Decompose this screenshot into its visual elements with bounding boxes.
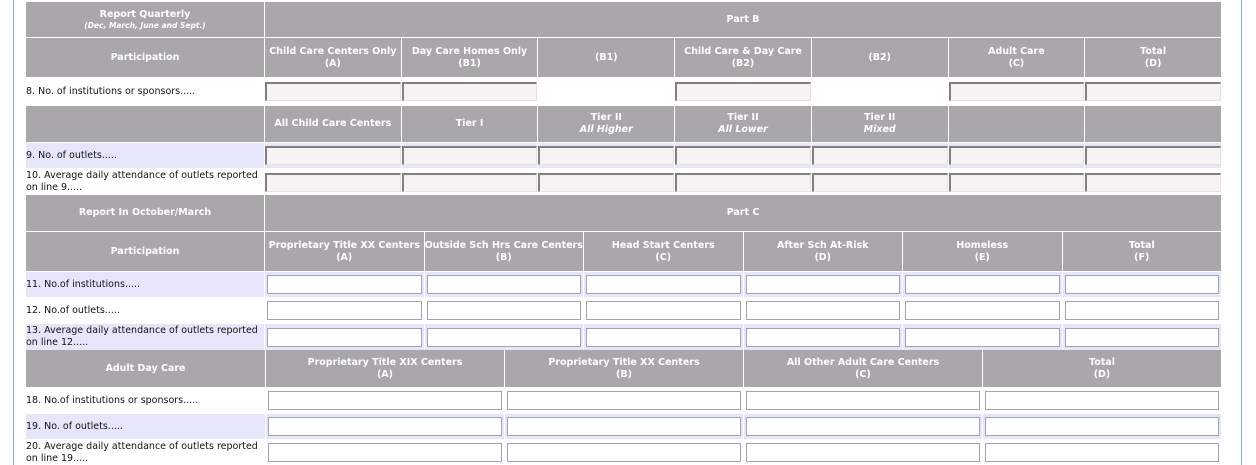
row-label: 10. Average daily attendance of outlets reported on line 9..... bbox=[26, 169, 264, 195]
number-input[interactable] bbox=[268, 391, 502, 410]
input-cell bbox=[265, 143, 401, 168]
number-input[interactable] bbox=[1085, 82, 1221, 101]
participation-header-text: Participation bbox=[110, 51, 180, 63]
input-cell bbox=[675, 78, 811, 105]
number-input[interactable] bbox=[746, 417, 980, 436]
row-label: 9. No. of outlets..... bbox=[26, 143, 264, 168]
number-input[interactable] bbox=[746, 275, 901, 294]
input-cell bbox=[266, 440, 504, 465]
input-cell bbox=[265, 169, 401, 195]
number-input[interactable] bbox=[746, 328, 901, 347]
number-input[interactable] bbox=[427, 275, 582, 294]
input-cell bbox=[584, 272, 743, 297]
adult-day-care-header bbox=[26, 350, 265, 387]
part-c-table bbox=[26, 195, 1221, 350]
input-cell bbox=[425, 324, 584, 350]
input-cell bbox=[425, 298, 584, 323]
input-cell bbox=[812, 169, 948, 195]
column-header bbox=[675, 38, 811, 77]
column-header-text: Total bbox=[1140, 45, 1167, 57]
input-cell bbox=[425, 272, 584, 297]
column-header bbox=[538, 38, 674, 77]
number-input[interactable] bbox=[1065, 301, 1220, 320]
tier-header bbox=[949, 106, 1085, 142]
number-input[interactable] bbox=[427, 328, 582, 347]
number-input[interactable] bbox=[586, 275, 741, 294]
row-label: 13. Average daily attendance of outlets reported on line 12..... bbox=[26, 324, 264, 350]
column-header bbox=[402, 38, 538, 77]
column-header-text: (D) bbox=[1093, 368, 1111, 380]
number-input[interactable] bbox=[675, 146, 811, 165]
number-input[interactable] bbox=[1065, 275, 1220, 294]
input-cell bbox=[266, 388, 504, 413]
number-input[interactable] bbox=[985, 443, 1219, 462]
column-header-text: (A) bbox=[376, 368, 394, 380]
input-cell bbox=[505, 388, 743, 413]
input-cell bbox=[265, 324, 424, 350]
column-header-text: Day Care Homes Only bbox=[411, 45, 528, 57]
input-cell bbox=[505, 440, 743, 465]
column-header bbox=[266, 350, 504, 387]
input-cell bbox=[538, 78, 674, 105]
number-input[interactable] bbox=[402, 173, 538, 192]
tier-header-text: Tier I bbox=[455, 118, 484, 129]
number-input[interactable] bbox=[267, 301, 422, 320]
column-header bbox=[812, 38, 948, 77]
input-cell bbox=[1063, 324, 1222, 350]
input-cell bbox=[744, 388, 982, 413]
part-c-header bbox=[265, 195, 1221, 231]
column-header-text: Total bbox=[1128, 239, 1155, 251]
input-cell bbox=[675, 143, 811, 168]
tier-header-text: Tier II bbox=[727, 112, 759, 123]
report-quarterly-header-text: (Dec, March, June and Sept.) bbox=[84, 20, 206, 30]
row-label: 11. No.of institutions..... bbox=[26, 272, 264, 297]
column-header-text: Proprietary Title XIX Centers bbox=[307, 356, 463, 368]
column-header bbox=[265, 232, 424, 271]
tier-header bbox=[1085, 106, 1221, 142]
column-header-text: (B) bbox=[616, 368, 632, 380]
number-input[interactable] bbox=[1065, 328, 1220, 347]
row-label: 19. No. of outlets..... bbox=[26, 414, 265, 439]
number-input[interactable] bbox=[1085, 173, 1221, 192]
column-header bbox=[265, 38, 401, 77]
input-cell bbox=[744, 440, 982, 465]
column-header-text: Outside Sch Hrs Care Centers bbox=[424, 239, 583, 251]
participation-header-text: Participation bbox=[110, 245, 180, 257]
column-header-text: (C) bbox=[855, 368, 871, 380]
column-header-text: After Sch At-Risk bbox=[777, 239, 869, 251]
input-cell bbox=[983, 388, 1221, 413]
page-border-right bbox=[1241, 0, 1242, 465]
part-b-table bbox=[26, 2, 1221, 195]
input-cell bbox=[1063, 272, 1222, 297]
input-cell bbox=[983, 440, 1221, 465]
column-header-text: (D) bbox=[814, 251, 832, 263]
column-header-text: (B) bbox=[495, 251, 512, 263]
tier-header-text: Tier II bbox=[864, 112, 896, 123]
column-header-text: Adult Care bbox=[988, 45, 1045, 57]
input-cell bbox=[744, 272, 903, 297]
input-cell bbox=[505, 414, 743, 439]
column-header-text: (D) bbox=[1144, 57, 1162, 69]
page-border-left bbox=[13, 0, 14, 465]
input-cell bbox=[812, 78, 948, 105]
column-header-text: (B1) bbox=[595, 51, 618, 63]
column-header-text: Proprietary Title XX Centers bbox=[268, 239, 420, 251]
number-input[interactable] bbox=[538, 146, 674, 165]
tier-header-text: All Lower bbox=[718, 124, 768, 135]
number-input[interactable] bbox=[538, 173, 674, 192]
input-cell bbox=[983, 414, 1221, 439]
number-input[interactable] bbox=[265, 82, 401, 101]
input-cell bbox=[584, 298, 743, 323]
number-input[interactable] bbox=[267, 275, 422, 294]
tier-header bbox=[265, 106, 401, 142]
tier-header bbox=[538, 106, 674, 142]
number-input[interactable] bbox=[268, 443, 502, 462]
column-header bbox=[744, 232, 903, 271]
part-b-header bbox=[265, 2, 1221, 37]
part-b-header-text: Part B bbox=[726, 13, 760, 25]
input-cell bbox=[1085, 169, 1221, 195]
column-header-text: (F) bbox=[1134, 251, 1150, 263]
column-header bbox=[425, 232, 584, 271]
column-header bbox=[505, 350, 743, 387]
column-header-text: (B2) bbox=[731, 57, 755, 69]
report-oct-march-header bbox=[26, 195, 264, 231]
number-input[interactable] bbox=[746, 443, 980, 462]
input-cell bbox=[584, 324, 743, 350]
number-input[interactable] bbox=[265, 146, 401, 165]
input-cell bbox=[402, 169, 538, 195]
column-header-text: (E) bbox=[974, 251, 990, 263]
input-cell bbox=[903, 324, 1062, 350]
input-cell bbox=[744, 324, 903, 350]
column-header-text: Homeless bbox=[956, 239, 1009, 251]
input-cell bbox=[265, 78, 401, 105]
participation-header bbox=[26, 38, 264, 77]
column-header-text: (C) bbox=[655, 251, 672, 263]
column-header-text: All Other Adult Care Centers bbox=[786, 356, 940, 368]
number-input[interactable] bbox=[268, 417, 502, 436]
input-cell bbox=[538, 169, 674, 195]
tier-header-text: All Child Care Centers bbox=[274, 118, 392, 129]
column-header bbox=[1085, 38, 1221, 77]
number-input[interactable] bbox=[507, 417, 741, 436]
column-header-text: (C) bbox=[1008, 57, 1025, 69]
number-input[interactable] bbox=[812, 146, 948, 165]
input-cell bbox=[538, 143, 674, 168]
tier-header bbox=[402, 106, 538, 142]
column-header-text: (A) bbox=[336, 251, 353, 263]
column-header bbox=[584, 232, 743, 271]
number-input[interactable] bbox=[675, 173, 811, 192]
input-cell bbox=[949, 143, 1085, 168]
input-cell bbox=[265, 298, 424, 323]
input-cell bbox=[675, 169, 811, 195]
number-input[interactable] bbox=[427, 301, 582, 320]
column-header-text: (B2) bbox=[868, 51, 891, 63]
column-header-text: Child Care & Day Care bbox=[684, 45, 802, 57]
input-cell bbox=[903, 298, 1062, 323]
number-input[interactable] bbox=[905, 328, 1060, 347]
tier-header-text: All Higher bbox=[579, 124, 633, 135]
column-header-text: (B1) bbox=[458, 57, 481, 69]
number-input[interactable] bbox=[949, 82, 1085, 101]
column-header bbox=[744, 350, 982, 387]
input-cell bbox=[812, 143, 948, 168]
number-input[interactable] bbox=[985, 391, 1219, 410]
column-header bbox=[983, 350, 1221, 387]
number-input[interactable] bbox=[265, 173, 401, 192]
number-input[interactable] bbox=[507, 443, 741, 462]
input-cell bbox=[266, 414, 504, 439]
number-input[interactable] bbox=[507, 391, 741, 410]
row-label: 8. No. of institutions or sponsors..... bbox=[26, 78, 264, 105]
tier-header-text: Tier II bbox=[590, 112, 622, 123]
number-input[interactable] bbox=[746, 391, 980, 410]
report-oct-march-header-text: Report In October/March bbox=[78, 207, 212, 218]
column-header-text: Head Start Centers bbox=[611, 239, 715, 251]
row-label: 18. No.of institutions or sponsors..... bbox=[26, 388, 265, 413]
tier-header-blank bbox=[26, 106, 264, 142]
number-input[interactable] bbox=[267, 328, 422, 347]
number-input[interactable] bbox=[985, 417, 1219, 436]
tier-header bbox=[812, 106, 948, 142]
number-input[interactable] bbox=[949, 173, 1085, 192]
input-cell bbox=[903, 272, 1062, 297]
number-input[interactable] bbox=[402, 82, 538, 101]
column-header bbox=[949, 38, 1085, 77]
column-header bbox=[903, 232, 1062, 271]
number-input[interactable] bbox=[402, 146, 538, 165]
part-c-header-text: Part C bbox=[726, 207, 760, 218]
number-input[interactable] bbox=[586, 301, 741, 320]
input-cell bbox=[402, 143, 538, 168]
report-quarterly-header-text: Report Quarterly bbox=[99, 8, 191, 20]
input-cell bbox=[1063, 298, 1222, 323]
number-input[interactable] bbox=[905, 275, 1060, 294]
participation-header bbox=[26, 232, 264, 271]
input-cell bbox=[265, 272, 424, 297]
column-header-text: (A) bbox=[324, 57, 341, 69]
input-cell bbox=[744, 414, 982, 439]
number-input[interactable] bbox=[949, 146, 1085, 165]
adult-day-care-header-text: Adult Day Care bbox=[105, 362, 186, 374]
column-header-text: Total bbox=[1089, 356, 1115, 368]
input-cell bbox=[949, 169, 1085, 195]
input-cell bbox=[1085, 78, 1221, 105]
input-cell bbox=[949, 78, 1085, 105]
input-cell bbox=[744, 298, 903, 323]
number-input[interactable] bbox=[675, 82, 811, 101]
number-input[interactable] bbox=[586, 328, 741, 347]
column-header bbox=[1063, 232, 1222, 271]
number-input[interactable] bbox=[1085, 146, 1221, 165]
number-input[interactable] bbox=[905, 301, 1060, 320]
number-input[interactable] bbox=[746, 301, 901, 320]
number-input[interactable] bbox=[812, 173, 948, 192]
column-header-text: Child Care Centers Only bbox=[269, 45, 397, 57]
row-label: 20. Average daily attendance of outlets reported on line 19..... bbox=[26, 440, 265, 465]
input-cell bbox=[402, 78, 538, 105]
report-quarterly-header bbox=[26, 2, 264, 37]
adult-day-care-table bbox=[26, 350, 1221, 465]
column-header-text: Proprietary Title XX Centers bbox=[548, 356, 700, 368]
tier-header-text: Mixed bbox=[863, 124, 896, 135]
row-label: 12. No.of outlets..... bbox=[26, 298, 264, 323]
tier-header bbox=[675, 106, 811, 142]
input-cell bbox=[1085, 143, 1221, 168]
